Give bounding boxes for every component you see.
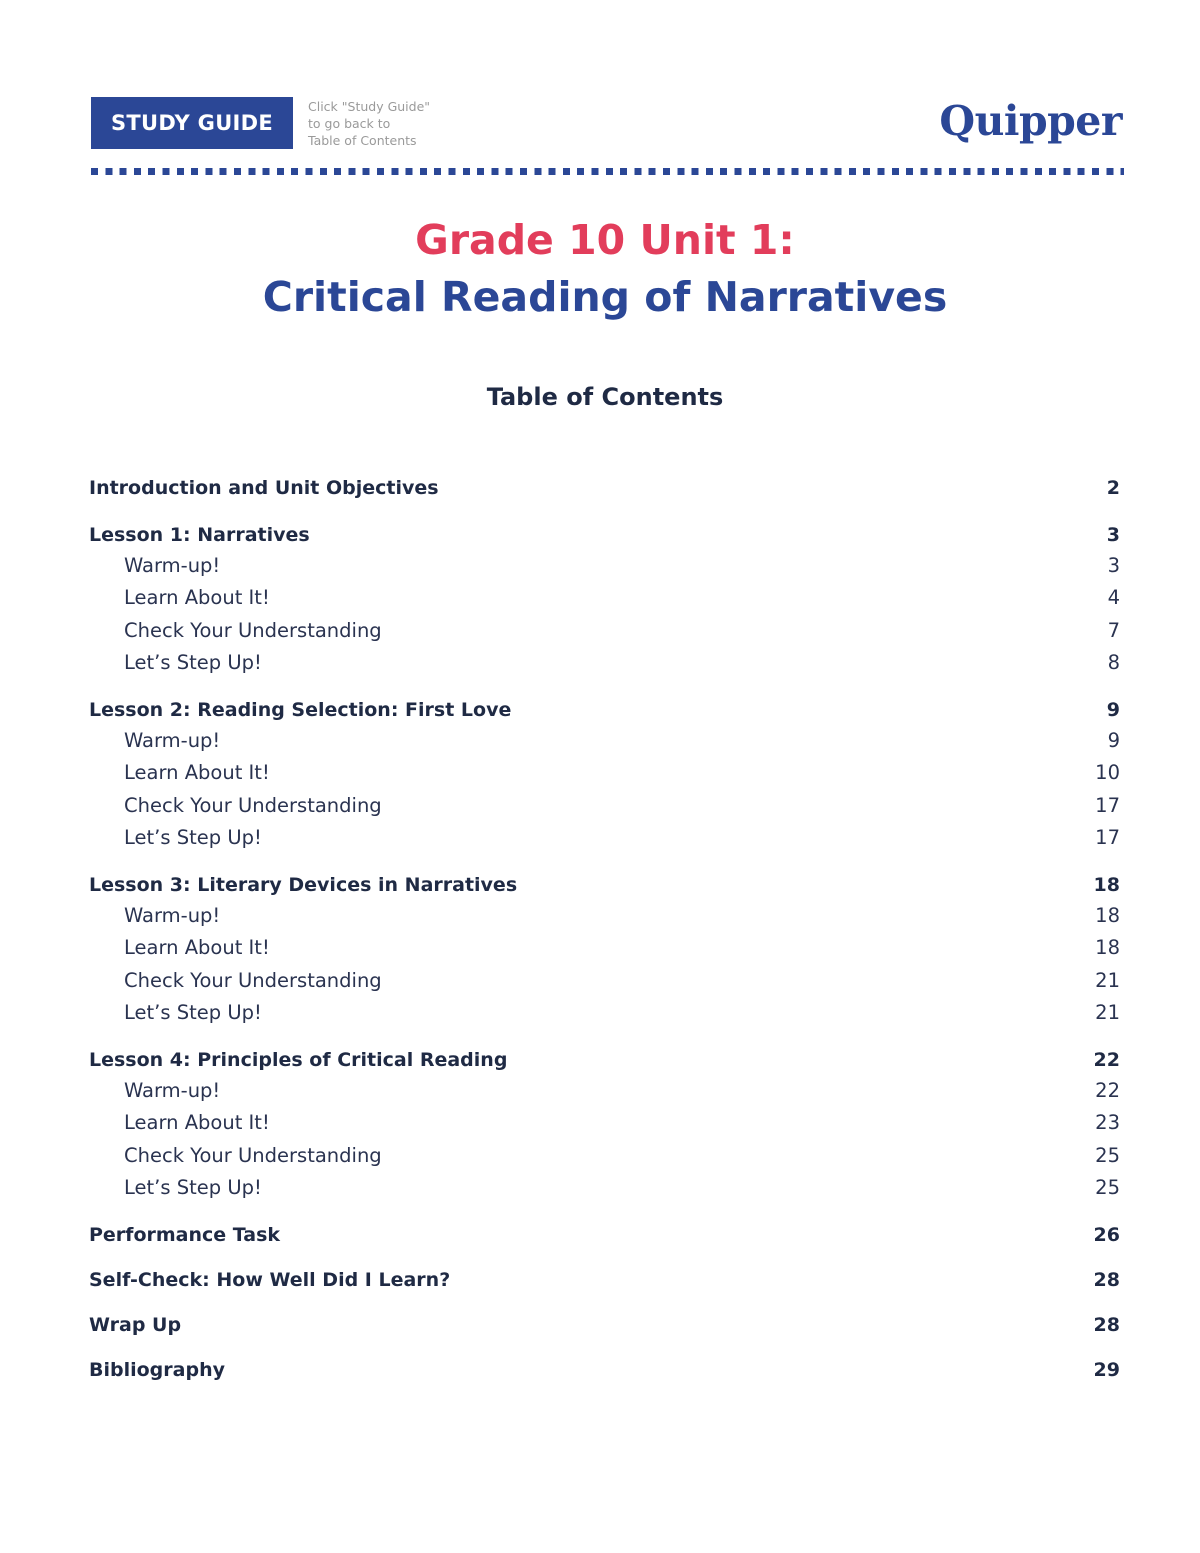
- toc-entry-page-number: 17: [1095, 826, 1120, 849]
- toc-entry-label: Introduction and Unit Objectives: [89, 477, 439, 499]
- toc-entry-label: Learn About It!: [124, 586, 270, 609]
- toc-entry-label: Check Your Understanding: [124, 794, 382, 817]
- toc-entry-label: Let’s Step Up!: [124, 826, 262, 849]
- toc-subsection-entry[interactable]: [89, 616, 1120, 646]
- toc-subsection-entry[interactable]: [89, 1076, 1120, 1106]
- toc-entry-page-number: 22: [1095, 1079, 1120, 1102]
- toc-entry-label: Warm-up!: [124, 1079, 221, 1102]
- toc-subsection-entry[interactable]: [89, 726, 1120, 756]
- toc-entry-label: Let’s Step Up!: [124, 1001, 262, 1024]
- toc-section-entry[interactable]: [89, 1045, 1120, 1075]
- unit-title-line1: Grade 10 Unit 1:: [415, 216, 795, 264]
- toc-entry-page-number: 8: [1107, 651, 1120, 674]
- toc-subsection-entry[interactable]: [89, 583, 1120, 613]
- toc-subsection-entry[interactable]: [89, 551, 1120, 581]
- toc-entry-page-number: 28: [1093, 1269, 1120, 1291]
- unit-title-line2: Critical Reading of Narratives: [262, 273, 948, 321]
- toc-entry-label: Learn About It!: [124, 761, 270, 784]
- toc-entry-page-number: 21: [1095, 969, 1120, 992]
- toc-entry-page-number: 28: [1093, 1314, 1120, 1336]
- toc-entry-page-number: 17: [1095, 794, 1120, 817]
- toc-section-entry[interactable]: [89, 1310, 1120, 1340]
- toc-entry-label: Lesson 2: Reading Selection: First Love: [89, 699, 512, 721]
- toc-entry-page-number: 10: [1095, 761, 1120, 784]
- toc-entry-page-number: 21: [1095, 1001, 1120, 1024]
- toc-entry-label: Check Your Understanding: [124, 969, 382, 992]
- toc-entry-page-number: 18: [1095, 904, 1120, 927]
- toc-entry-page-number: 18: [1093, 874, 1120, 896]
- toc-subsection-entry[interactable]: [89, 791, 1120, 821]
- toc-entry-label: Check Your Understanding: [124, 619, 382, 642]
- toc-entry-page-number: 4: [1107, 586, 1120, 609]
- toc-entry-label: Lesson 3: Literary Devices in Narratives: [89, 874, 518, 896]
- toc-subsection-entry[interactable]: [89, 648, 1120, 678]
- hint-line: Table of Contents: [308, 133, 417, 148]
- toc-entry-label: Let’s Step Up!: [124, 651, 262, 674]
- toc-entry-label: Lesson 1: Narratives: [89, 524, 310, 546]
- toc-section-entry[interactable]: [89, 695, 1120, 725]
- toc-entry-page-number: 3: [1107, 554, 1120, 577]
- hint-line: Click "Study Guide": [308, 99, 431, 114]
- toc-entry-label: Warm-up!: [124, 729, 221, 752]
- toc-entry-page-number: 3: [1106, 524, 1120, 546]
- toc-entry-label: Wrap Up: [89, 1314, 182, 1336]
- toc-entry-label: Check Your Understanding: [124, 1144, 382, 1167]
- toc-section-entry[interactable]: [89, 1220, 1120, 1250]
- toc-entry-label: Learn About It!: [124, 1111, 270, 1134]
- toc-subsection-entry[interactable]: [89, 823, 1120, 853]
- toc-section-entry[interactable]: [89, 1355, 1120, 1385]
- toc-entry-label: Let’s Step Up!: [124, 1176, 262, 1199]
- toc-entry-page-number: 26: [1093, 1224, 1120, 1246]
- toc-entry-page-number: 9: [1106, 699, 1120, 721]
- toc-heading: Table of Contents: [486, 383, 724, 411]
- quipper-logo: Quipper: [939, 97, 1122, 145]
- toc-entry-label: Warm-up!: [124, 904, 221, 927]
- toc-entry-page-number: 25: [1095, 1176, 1120, 1199]
- toc-entry-page-number: 7: [1107, 619, 1120, 642]
- toc-entry-page-number: 29: [1093, 1359, 1120, 1381]
- toc-entry-label: Self-Check: How Well Did I Learn?: [89, 1269, 451, 1291]
- toc-subsection-entry[interactable]: [89, 1108, 1120, 1138]
- toc-subsection-entry[interactable]: [89, 1141, 1120, 1171]
- toc-subsection-entry[interactable]: [89, 758, 1120, 788]
- toc-subsection-entry[interactable]: [89, 998, 1120, 1028]
- toc-section-entry[interactable]: [89, 1265, 1120, 1295]
- toc-section-entry[interactable]: [89, 520, 1120, 550]
- study-guide-button[interactable]: STUDY GUIDE: [91, 97, 293, 149]
- toc-subsection-entry[interactable]: [89, 1173, 1120, 1203]
- toc-entry-label: Lesson 4: Principles of Critical Reading: [89, 1049, 508, 1071]
- toc-entry-label: Bibliography: [89, 1359, 225, 1381]
- toc-subsection-entry[interactable]: [89, 901, 1120, 931]
- toc-entry-page-number: 22: [1093, 1049, 1120, 1071]
- toc-entry-label: Warm-up!: [124, 554, 221, 577]
- table-of-contents: [89, 0, 1120, 1553]
- toc-section-entry[interactable]: [89, 473, 1120, 503]
- toc-subsection-entry[interactable]: [89, 966, 1120, 996]
- hint-line: to go back to: [308, 116, 391, 131]
- toc-entry-label: Learn About It!: [124, 936, 270, 959]
- toc-entry-page-number: 23: [1095, 1111, 1120, 1134]
- toc-entry-page-number: 18: [1095, 936, 1120, 959]
- toc-section-entry[interactable]: [89, 870, 1120, 900]
- toc-subsection-entry[interactable]: [89, 933, 1120, 963]
- toc-entry-label: Performance Task: [89, 1224, 281, 1246]
- toc-entry-page-number: 25: [1095, 1144, 1120, 1167]
- toc-entry-page-number: 9: [1107, 729, 1120, 752]
- toc-entry-page-number: 2: [1106, 477, 1120, 499]
